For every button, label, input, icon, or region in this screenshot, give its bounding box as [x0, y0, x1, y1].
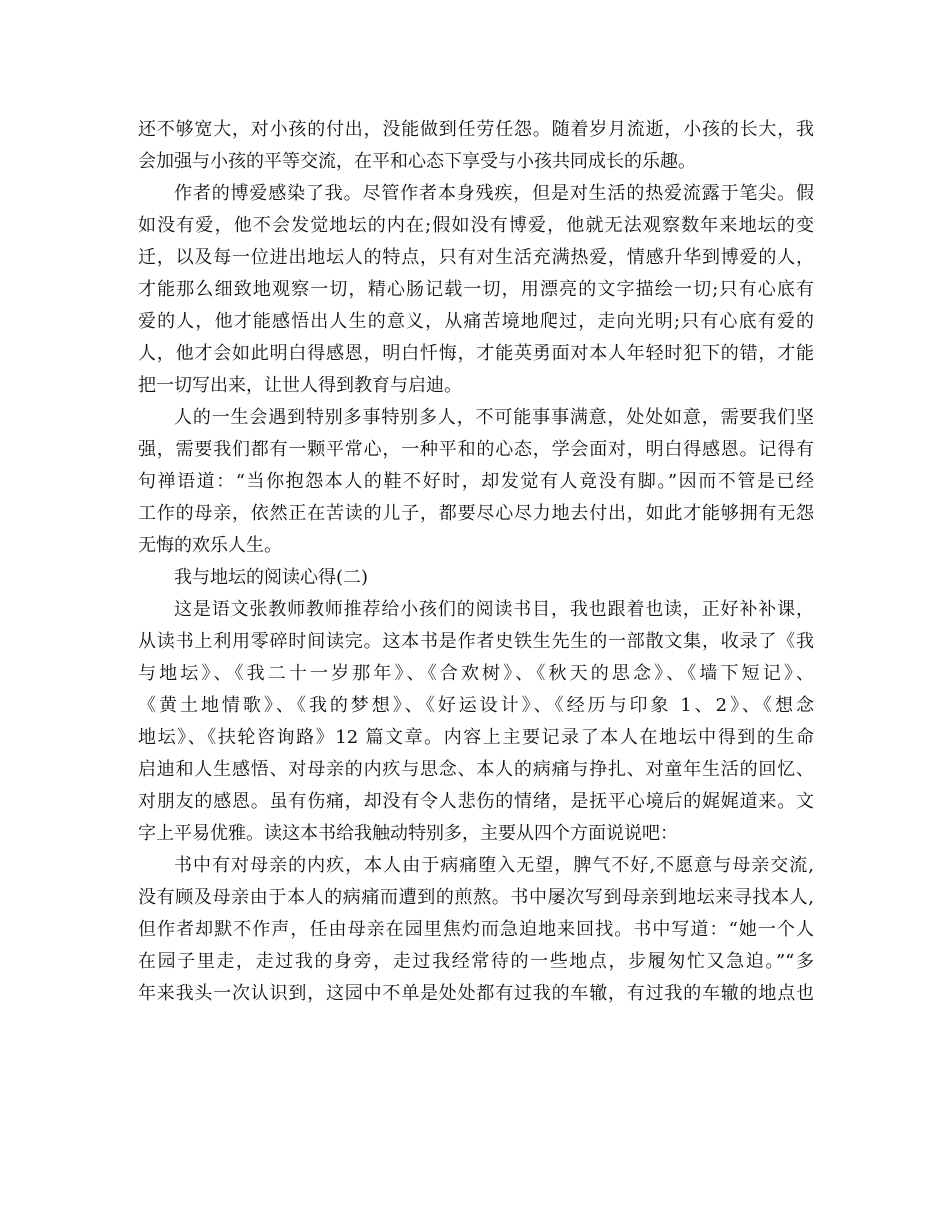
text-line: 启迪和人生感悟、对母亲的内疚与思念、本人的病痛与挣扎、对童年生活的回忆、 [138, 759, 814, 780]
text-line: 《黄土地情歌》、《我的梦想》、《好运设计》、《经历与印象 1、2》、《想念 [138, 695, 814, 716]
text-line: 无悔的欢乐人生。 [138, 535, 282, 556]
paragraph-first-line: 书中有对母亲的内疚，本人由于病痛堕入无望，脾气不好,不愿意与母亲交流, [174, 855, 814, 876]
paragraph-first-line: 人的一生会遇到特别多事特别多人，不可能事事满意，处处如意，需要我们坚 [174, 407, 814, 428]
text-line: 会加强与小孩的平等交流，在平和心态下享受与小孩共同成长的乐趣。 [138, 151, 696, 172]
text-line: 迁，以及每一位进出地坛人的特点，只有对生活充满热爱，情感升华到博爱的人， [138, 247, 814, 268]
text-line: 在园子里走，走过我的身旁，走过我经常待的一些地点，步履匆忙又急迫。”“多 [138, 951, 814, 972]
text-line: 与地坛》、《我二十一岁那年》、《合欢树》、《秋天的思念》、《墙下短记》、 [138, 663, 814, 684]
text-line: 但作者却默不作声，任由母亲在园里焦灼而急迫地来回找。书中写道：“她一个人 [138, 919, 814, 940]
text-line: 字上平易优雅。读这本书给我触动特别多，主要从四个方面说说吧： [138, 823, 678, 844]
text-line: 人，他才会如此明白得感恩，明白忏悔，才能英勇面对本人年轻时犯下的错，才能 [138, 343, 814, 364]
paragraph-first-line: 这是语文张教师教师推荐给小孩们的阅读书目，我也跟着也读，正好补补课， [174, 599, 814, 620]
paragraph-first-line: 作者的博爱感染了我。尽管作者本身残疾，但是对生活的热爱流露于笔尖。假 [174, 183, 814, 204]
text-line: 句禅语道：“当你抱怨本人的鞋不好时，却发觉有人竟没有脚。”因而不管是已经 [138, 471, 814, 492]
text-line: 对朋友的感恩。虽有伤痛，却没有令人悲伤的情绪，是抚平心境后的娓娓道来。文 [138, 791, 814, 812]
text-line: 年来我头一次认识到，这园中不单是处处都有过我的车辙，有过我的车辙的地点也 [138, 983, 814, 1004]
text-line: 把一切写出来，让世人得到教育与启迪。 [138, 375, 462, 396]
document-body [138, 114, 814, 1010]
text-line: 爱的人，他才能感悟出人生的意义，从痛苦境地爬过，走向光明;只有心底有爱的 [138, 311, 814, 332]
text-line: 工作的母亲，依然正在苦读的儿子，都要尽心尽力地去付出，如此才能够拥有无怨 [138, 503, 814, 524]
text-line: 没有顾及母亲由于本人的病痛而遭到的煎熬。书中屡次写到母亲到地坛来寻找本人, [138, 887, 814, 908]
text-line: 如没有爱，他不会发觉地坛的内在;假如没有博爱，他就无法观察数年来地坛的变 [138, 215, 814, 236]
text-line: 地坛》、《扶轮咨询路》12 篇文章。内容上主要记录了本人在地坛中得到的生命 [138, 727, 814, 748]
text-line: 还不够宽大，对小孩的付出，没能做到任劳任怨。随着岁月流逝，小孩的长大，我 [138, 119, 814, 140]
section-heading: 我与地坛的阅读心得(二) [174, 567, 369, 588]
text-line: 才能那么细致地观察一切，精心肠记载一切，用漂亮的文字描绘一切;只有心底有 [138, 279, 814, 300]
text-line: 强，需要我们都有一颗平常心，一种平和的心态，学会面对，明白得感恩。记得有 [138, 439, 814, 460]
text-line: 从读书上利用零碎时间读完。这本书是作者史铁生先生的一部散文集，收录了《我 [138, 631, 814, 652]
